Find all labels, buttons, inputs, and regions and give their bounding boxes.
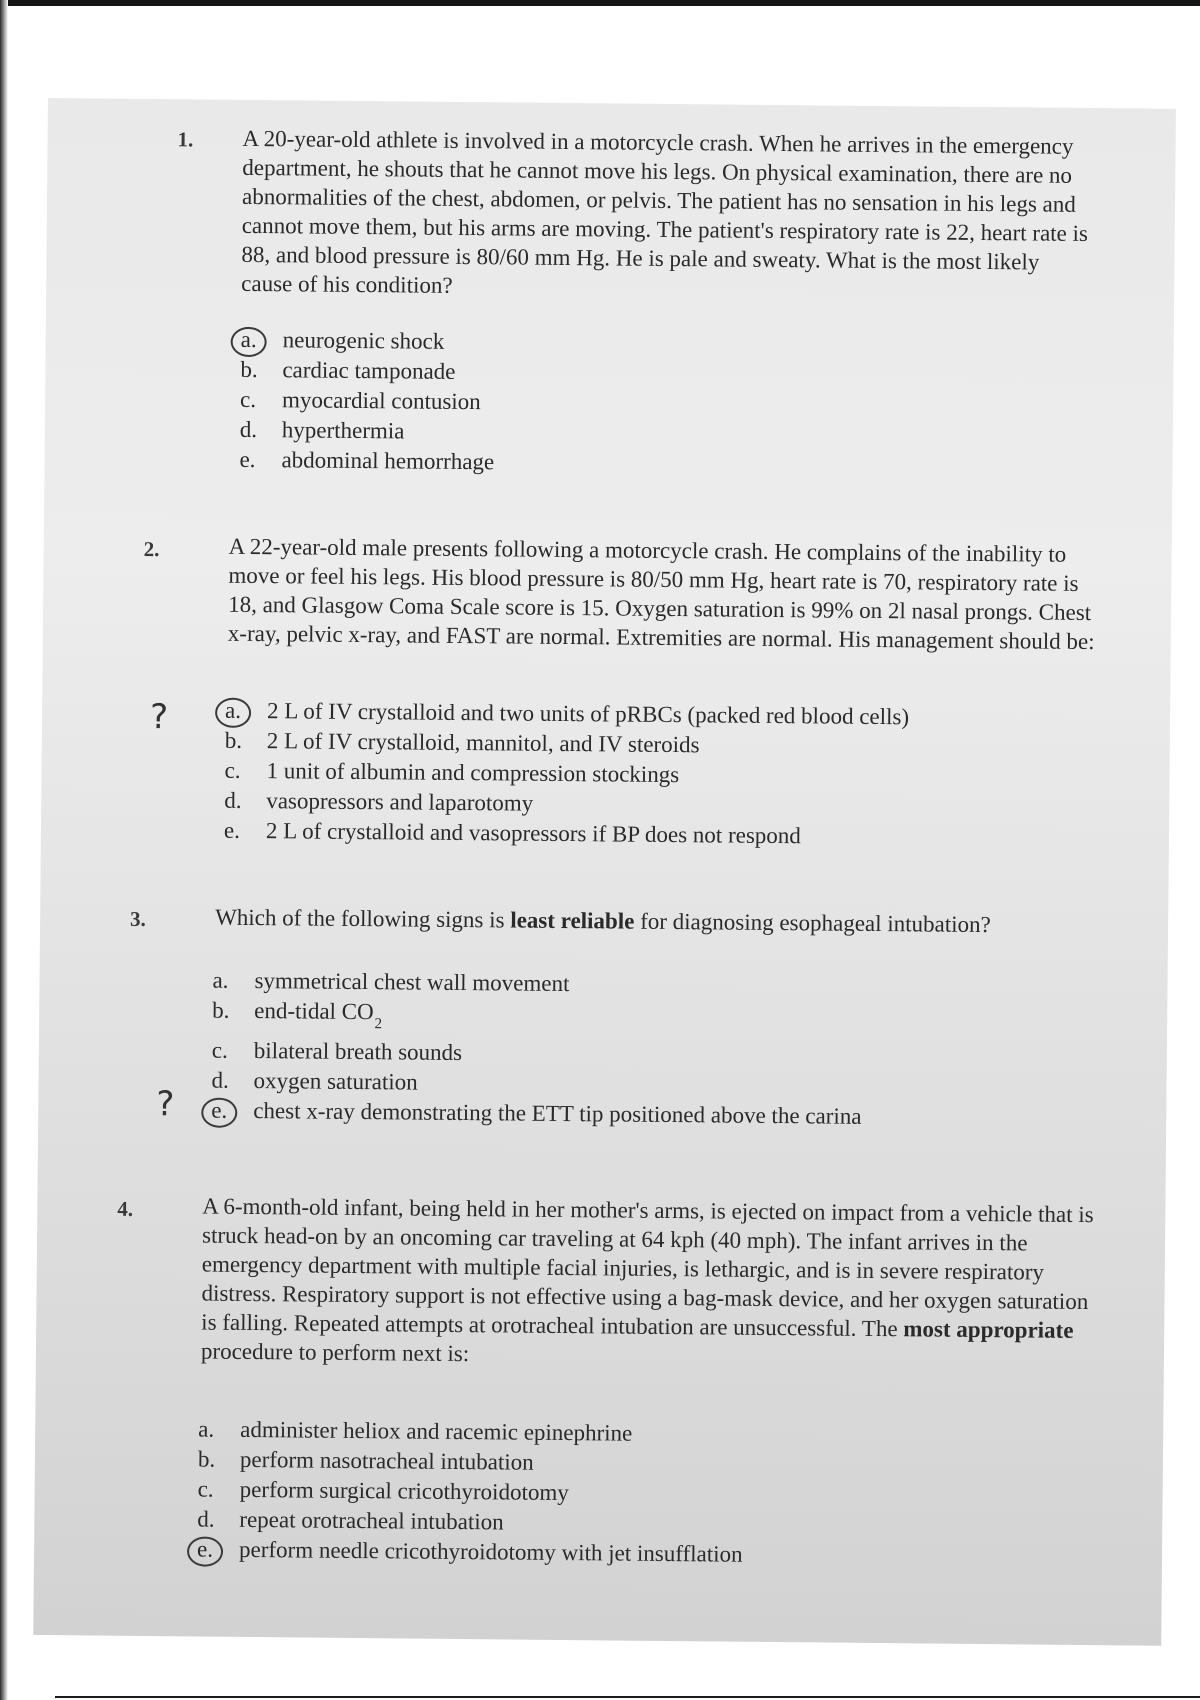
option-text: administer heliox and racemic epinephrine <box>240 1416 633 1446</box>
handwritten-question-mark: ? <box>149 697 169 738</box>
answer-options <box>211 966 862 1129</box>
option-letter: c. <box>197 1476 214 1502</box>
stem-emphasis: least reliable <box>510 907 635 934</box>
option-text-main: end-tidal CO <box>254 998 374 1025</box>
option-text: perform needle cricothyroidotomy with jet insufflation <box>238 1536 743 1567</box>
handwritten-question-mark: ? <box>156 1084 175 1125</box>
option-letter: e. <box>239 446 256 473</box>
option-text: chest x-ray demonstrating the ETT tip positioned above the carina <box>253 1098 862 1129</box>
answer-options <box>196 1415 743 1567</box>
option-text: perform surgical cricothyroidotomy <box>239 1476 569 1506</box>
option-letter: b. <box>224 727 243 753</box>
option-text: hyperthermia <box>281 417 405 444</box>
option-letter: e. <box>197 1534 227 1564</box>
option-text: 2 L of IV crystalloid and two units of pRBCs (packed red blood cells) <box>267 698 910 730</box>
scanned-page <box>33 98 1176 1646</box>
option-text: cardiac tamponade <box>282 357 456 384</box>
option-letter: a. <box>225 696 255 726</box>
option-text: vasopressors and laparotomy <box>266 788 534 816</box>
option-text: abdominal hemorrhage <box>281 447 495 475</box>
option-letter: b. <box>240 356 258 383</box>
question-stem <box>215 903 1115 941</box>
option-text: 2 L of IV crystalloid, mannitol, and IV steroids <box>266 728 700 758</box>
stem-emphasis: most appropriate <box>903 1316 1074 1343</box>
option-letter: d. <box>224 787 242 813</box>
answer-options <box>223 696 910 849</box>
question-number: 2. <box>143 536 160 562</box>
stem-text: for diagnosing esophageal intubation? <box>634 908 991 938</box>
option-letter: a. <box>241 325 271 355</box>
option-text: perform nasotracheal intubation <box>239 1446 534 1475</box>
option-letter: c. <box>224 757 241 783</box>
option-letter: b. <box>197 1446 216 1472</box>
option-text: 2 L of crystalloid and vasopressors if BP does not respond <box>265 818 801 849</box>
stem-text: Which of the following signs is <box>215 904 511 933</box>
option-letter: c. <box>239 386 257 413</box>
option-text: 1 unit of albumin and compression stockings <box>266 758 680 788</box>
option-letter: e. <box>211 1096 241 1126</box>
option-letter: d. <box>197 1506 215 1532</box>
option-text: symmetrical chest wall movement <box>254 968 570 997</box>
option-letter: a. <box>212 967 229 993</box>
option-letter: c. <box>211 1037 228 1063</box>
question-number: 3. <box>130 906 146 931</box>
question-number: 1. <box>177 127 194 152</box>
scan-left-edge <box>0 0 8 1700</box>
answer-options <box>239 325 495 475</box>
option-text: oxygen saturation <box>253 1068 418 1095</box>
question-stem: A 20-year-old athlete is involved in a motorcycle crash. When he arrives in the emergency department, he shouts that he cannot move his legs. On physical examination, there are no abnormalities of the chest, abdomen, or pelvis. The patient has no sensation in his legs and cannot move them, but his arms are moving. The patient's respiratory rate is 22, heart rate is 88, and blood pressure is 80/60 mm Hg. He is pale and sweaty. What is the most likely cause of his condition? <box>241 125 1089 298</box>
stem-text: procedure to perform next is: <box>200 1338 470 1367</box>
option-text <box>254 996 383 1033</box>
option-text: repeat orotracheal intubation <box>239 1506 504 1535</box>
option-letter: b. <box>212 997 230 1023</box>
stem-text: A 6-month-old infant, being held in her mother's arms, is ejected on impact from a vehicle that is struck head-on by an oncoming car traveling at 64 kph (40 mph). The infant arrives in the emergency department with multiple facial injuries, is lethargic, and is in severe respiratory distress. Respiratory support is not effective using a bag-mask device, and her oxygen saturation is falling. Repeated attempts at orotracheal intubation are unsuccessful. The <box>201 1193 1094 1342</box>
option-letter: e. <box>223 817 241 843</box>
option-text: neurogenic shock <box>282 327 445 354</box>
option-text: bilateral breath sounds <box>253 1038 463 1066</box>
scan-top-edge <box>0 0 1200 6</box>
question-number: 4. <box>117 1196 134 1221</box>
subscript-2: 2 <box>374 1016 383 1033</box>
option-letter: a. <box>198 1416 215 1442</box>
option-letter: d. <box>239 416 258 443</box>
question-stem <box>201 1192 1103 1375</box>
option-text: myocardial contusion <box>281 387 481 415</box>
question-stem: A 22-year-old male presents following a motorcycle crash. He complains of the inability to move or feel his legs. His blood pressure is 80/50 mm Hg, heart rate is 70, respiratory rate is 18, and Glasgow Coma Scale score is 15. Oxygen saturation is 99% on 2l nasal prongs. Chest x-ray, pelvic x-ray, and FAST are normal. Extremities are normal. His management should be: <box>227 533 1095 655</box>
option-letter: d. <box>211 1067 229 1093</box>
scan-bottom-rule <box>55 1696 1200 1698</box>
